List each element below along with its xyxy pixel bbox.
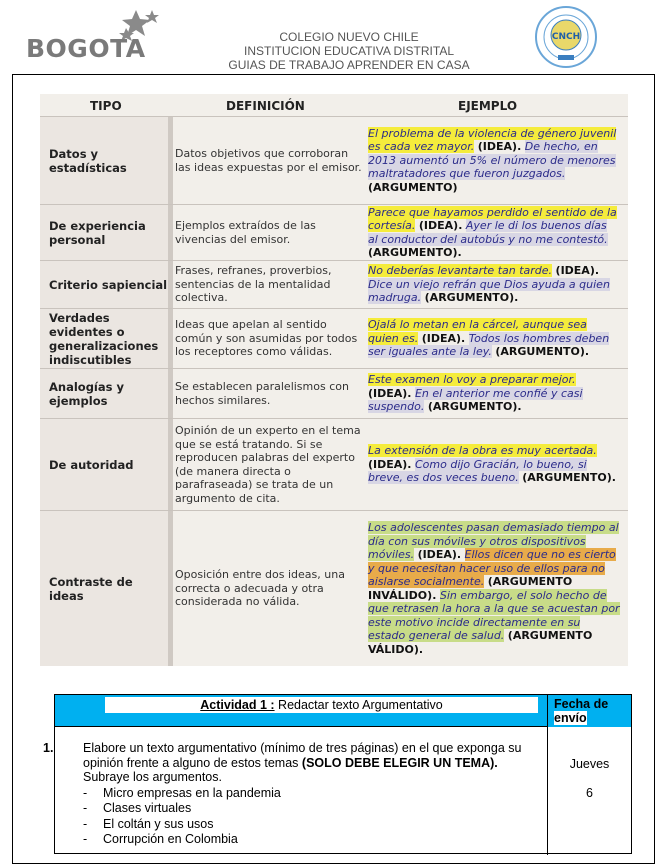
row-tipo: Datos y estadísticas [40,117,168,204]
row-tipo: De autoridad [40,419,168,510]
row-tipo: Contraste de ideas [40,511,168,666]
row-ejemplo: El problema de la violencia de género juvenil es cada vez mayor. (IDEA). De hecho, en 2013 aumentó un 5% el número de menores maltratadores que fueron juzgados. (ARGUMENTO) [368,126,617,194]
row-tipo: Analogías y ejemplos [40,369,168,418]
row-ejemplo: Este examen lo voy a preparar mejor. (IDEA). En el anterior me confié y casi suspendo. (ARGUMENTO). [368,373,583,414]
activity-title: Actividad 1 : Redactar texto Argumentativo [105,697,538,713]
table-row [40,204,628,260]
table-header [40,94,628,116]
row-ejemplo: No deberías levantarte tan tarde. (IDEA). Dice un viejo refrán que Dios ayuda a quien madruga. (ARGUMENTO). [368,264,610,305]
row-tipo: De experiencia personal [40,205,168,260]
row-ejemplo: Parece que hayamos perdido el sentido de la cortesía. (IDEA). Ayer le di los buenos días al conductor del autobús y no me contestó. (ARGUMENTO). [368,205,617,259]
send-day: Jueves [569,757,610,771]
argument-types-table [40,94,628,666]
list-item: - Corrupción en Colombia [83,832,537,848]
row-ejemplo: Los adolescentes pasan demasiado tiempo al día con sus móviles y otros dispositivos móviles. (IDEA). Ellos dicen que no es cierto y que necesitan hacer uso de ellos para no aislarse socialmente. (ARGUMENTO INVÁLIDO). Sin embargo, el solo hecho de que retrasen la hora a la que se acuestan por este motivo incide directamente en su estado general de salud. (ARGUMENTO VÁLIDO). [368,521,620,656]
row-definicion: Opinión de un experto en el tema que se está tratando. Si se reproducen palabras del experto (de manera directa o parafraseada) se trata de un argumento de cita. [175,424,361,505]
row-ejemplo: La extensión de la obra es muy acertada. (IDEA). Como dijo Gracián, lo bueno, si breve, es dos veces bueno. (ARGUMENTO). [368,444,616,485]
table-row [40,308,628,368]
bogota-logo [26,8,166,66]
activity-instruction: 1. Elabore un texto argumentativo (mínimo de tres páginas) en el que exponga su opinión frente a alguno de estos temas (SOLO DEBE ELEGIR UN TEMA). Subraye los argumentos. [43,741,522,784]
table-row [40,510,628,666]
school-type: INSTITUCION EDUCATIVA DISTRITAL [243,44,455,58]
row-definicion: Frases, refranes, proverbios, sentencias de la mentalidad colectiva. [175,264,332,305]
row-definicion: Ejemplos extraídos de las vivencias del emisor. [175,219,316,246]
list-item: - El coltán y sus usos [83,817,537,833]
activity-header [55,695,631,727]
row-definicion: Ideas que apelan al sentido común y son asumidas por todos los receptores como válidas. [175,318,358,359]
header-tipo: TIPO [90,99,122,113]
topic-list [83,786,537,848]
send-day-number: 6 [586,786,593,800]
table-row [40,418,628,510]
row-tipo: Verdades evidentes o generalizaciones indiscutibles [40,309,168,368]
activity-table [43,694,632,854]
row-definicion: Datos objetivos que corroboran las ideas expuestas por el emisor. [175,147,362,174]
date-column [547,727,631,855]
school-header [190,30,508,72]
row-ejemplo: Ojalá lo metan en la cárcel, aunque sea quien es. (IDEA). Todos los hombres deben ser iguales ante la ley. (ARGUMENTO). [368,318,610,359]
header-definicion: DEFINICIÓN [226,99,305,113]
table-row [40,368,628,418]
date-label: Fecha de envío [547,695,631,727]
guide-title: GUIAS DE TRABAJO APRENDER EN CASA [228,58,470,72]
seal-text: CNCH [551,32,581,42]
table-row [40,116,628,204]
logo-wordmark: BOGOTA [26,34,146,63]
list-item: - Micro empresas en la pandemia [83,786,537,802]
row-definicion: Oposición entre dos ideas, una correcta o adecuada y otra considerada no válida. [175,568,345,609]
list-item: - Clases virtuales [83,801,537,817]
header-ejemplo: EJEMPLO [458,99,518,113]
row-tipo: Criterio sapiencial [40,261,168,308]
activity-body [43,727,547,853]
school-seal [534,5,598,69]
table-row [40,260,628,308]
school-name: COLEGIO NUEVO CHILE [279,30,419,44]
row-definicion: Se establecen paralelismos con hechos similares. [175,380,349,407]
